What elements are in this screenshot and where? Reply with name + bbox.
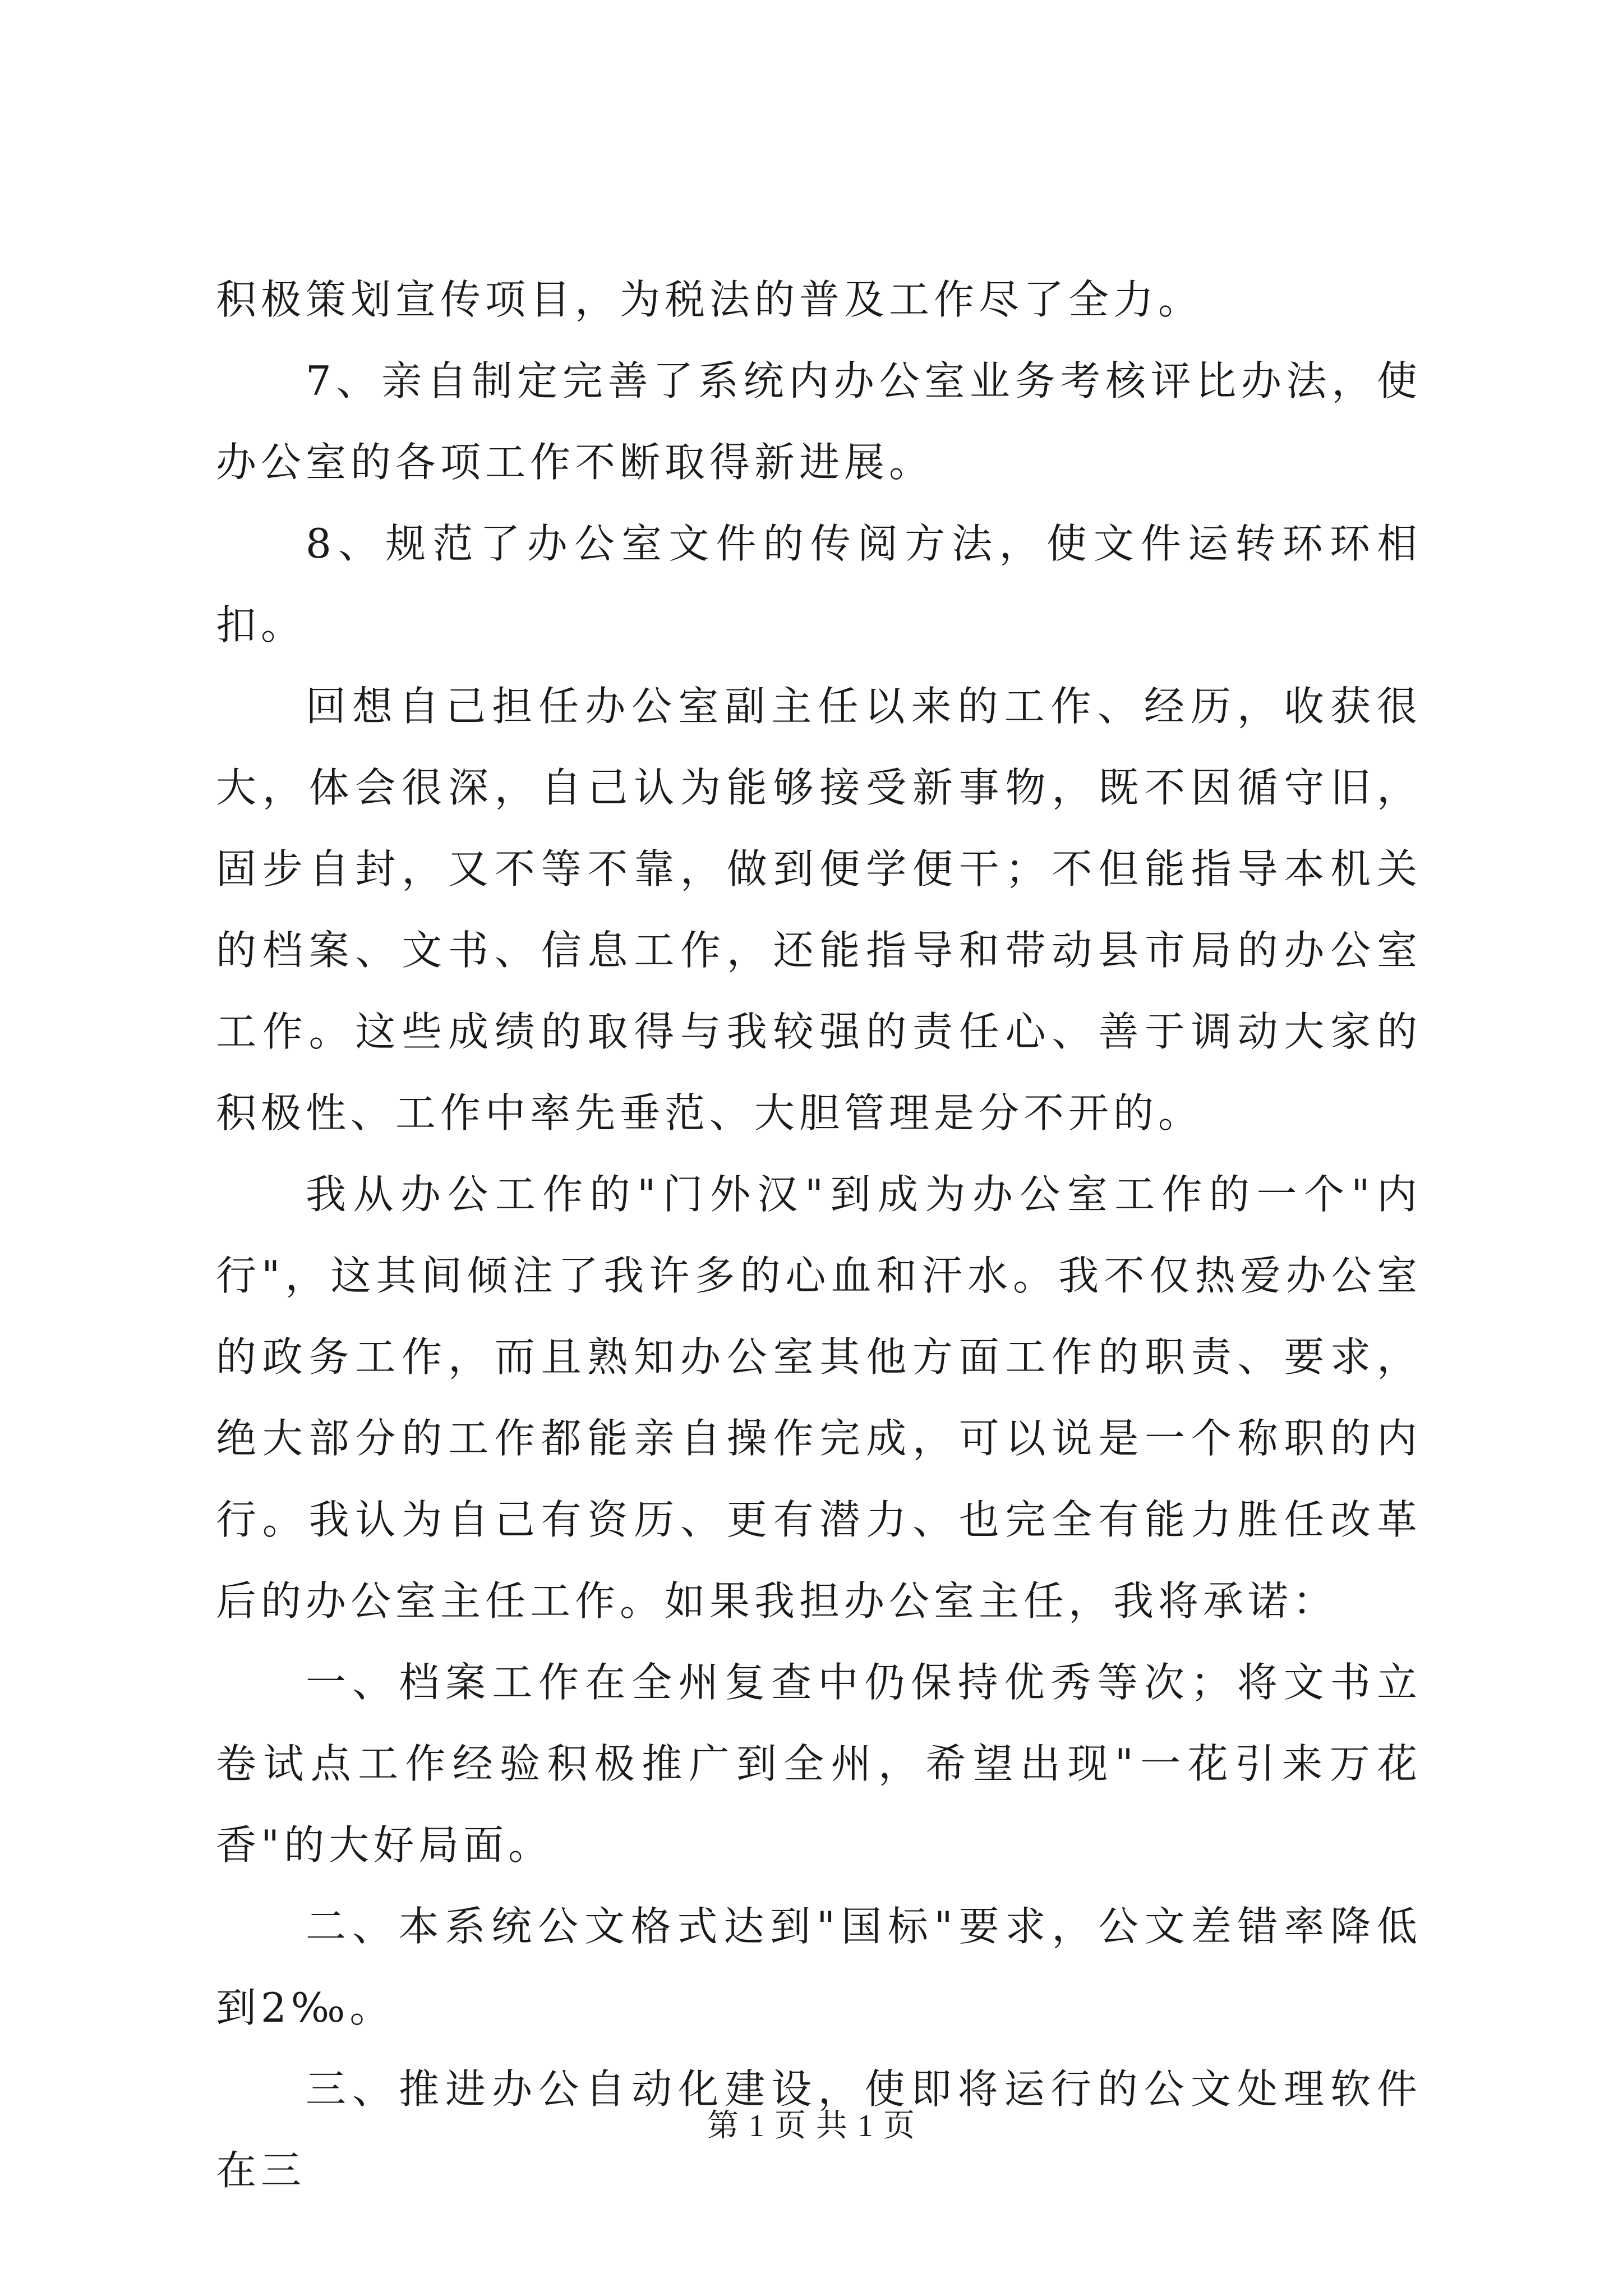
paragraph-1: 积极策划宣传项目，为税法的普及工作尽了全力。 bbox=[216, 276, 1204, 323]
paragraph-8: 三、推进办公自动化建设，使即将运行的公文处理软件在三 bbox=[216, 2065, 1422, 2194]
paragraph-7: 二、本系统公文格式达到"国标"要求，公文差错率降低到2‰。 bbox=[216, 1903, 1422, 2031]
paragraph-3: 8、规范了办公室文件的传阅方法，使文件运转环环相扣。 bbox=[216, 520, 1422, 648]
paragraph-2: 7、亲自制定完善了系统内办公室业务考核评比办法，使办公室的各项工作不断取得新进展。 bbox=[216, 357, 1422, 486]
paragraph-4: 回想自己担任办公室副主任以来的工作、经历，收获很大，体会很深，自己认为能够接受新事物，既不因循守旧，固步自封，又不等不靠，做到便学便干；不但能指导本机关的档案、文书、信息工作，还能指导和带动县市局的办公室工作。这些成绩的取得与我较强的责任心、善于调动大家的积极性、工作中率先垂范、大胆管理是分不开的。 bbox=[216, 683, 1422, 1137]
page-footer bbox=[0, 2106, 1623, 2146]
page-number-label: 第 1 页 共 1 页 bbox=[707, 2109, 916, 2143]
paragraph-5: 我从办公工作的"门外汉"到成为办公室工作的一个"内行"，这其间倾注了我许多的心血和汗水。我不仅热爱办公室的政务工作，而且熟知办公室其他方面工作的职责、要求，绝大部分的工作都能亲自操作完成，可以说是一个称职的内行。我认为自己有资历、更有潜力、也完全有能力胜任改革后的办公室主任工作。如果我担办公室主任，我将承诺： bbox=[216, 1171, 1422, 1625]
paragraph-6: 一、档案工作在全州复查中仍保持优秀等次；将文书立卷试点工作经验积极推广到全州，希望出现"一花引来万花香"的大好局面。 bbox=[216, 1659, 1422, 1869]
document-body bbox=[216, 259, 1422, 2211]
